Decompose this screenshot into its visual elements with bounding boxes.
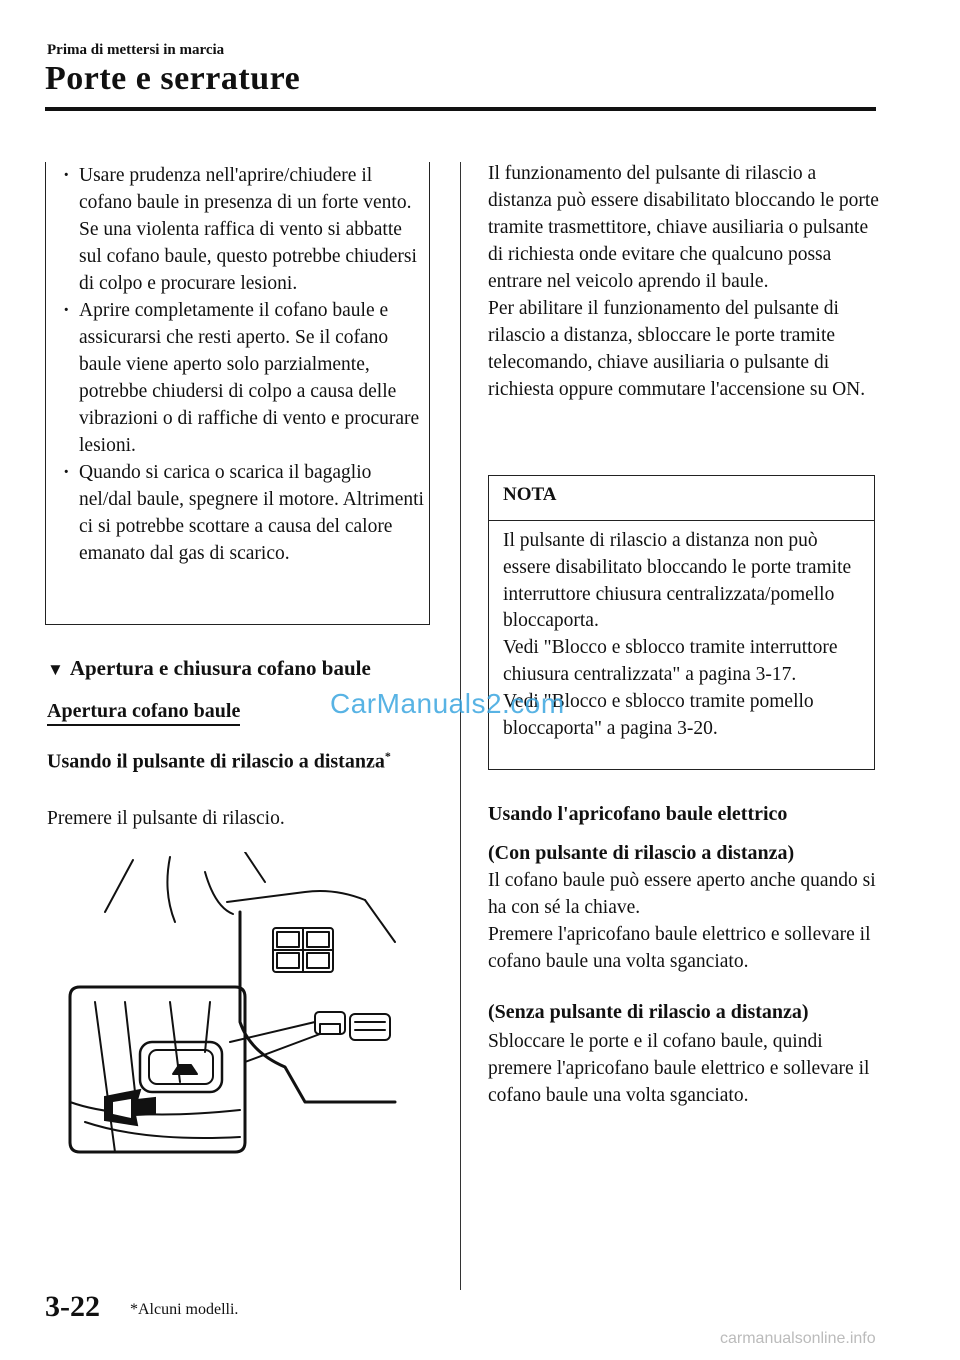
watermark: CarManuals2.com [330,688,565,719]
nota-body: Il pulsante di rilascio a distanza non può essere disabilitato bloccando le porte tramite interruttore chiusura centralizzata/pomello bloccaporta. Vedi "Blocco e sblocco tramite interruttore chiusura centralizzata" a pagina 3-17. Vedi "Blocco e sblocco tramite pomello bloccaporta" a pagina 3-20. [503,530,852,739]
electric-opener-heading: Usando l'apricofano baule elettrico [488,803,788,825]
nota-title: NOTA [503,484,557,505]
title-rule [45,107,876,111]
without-remote-text: Sbloccare le porte e il cofano baule, quindi premere l'apricofano baule elettrico e sollevare il cofano baule una volta sganciato. [488,1031,870,1106]
footnote: *Alcuni modelli. [130,1301,239,1318]
warning-box [45,162,430,625]
remote-button-heading [47,742,427,776]
warning-item: · Usare prudenza nell'aprire/chiudere il cofano baule in presenza di un forte vento. Se una violenta raffica di vento si abbatte sul cofano baule, questo potrebbe chiudersi di colpo e procurare lesioni. [79,162,424,297]
section-heading-text: Apertura e chiusura cofano baule [69,656,371,680]
warning-item: · Quando si carica o scarica il bagaglio nel/dal baule, spegnere il motore. Altrimenti ci si potrebbe scottare a causa del calore emanato dal gas di scarico. [79,459,424,567]
remote-button-text: Premere il pulsante di rilascio. [47,808,285,829]
column-divider [460,162,461,1290]
nota-box [488,475,875,770]
subheading: Apertura cofano baule [47,700,240,726]
remote-release-info: Il funzionamento del pulsante di rilascio a distanza può essere disabilitato bloccando le porte tramite trasmettitore, chiave ausiliaria o pulsante di richiesta onde evitare che qualcuno possa entrare nel veicolo aprendo il baule. Per abilitare il funzionamento del pulsante di rilascio a distanza, sbloccare le porte tramite telecomando, chiave ausiliaria o pulsante di richiesta oppure commutare l'accensione su ON. [488,163,879,400]
page-number: 3-22 [45,1290,100,1323]
page-title: Porte e serrature [45,60,301,97]
without-remote-heading: (Senza pulsante di rilascio a distanza) [488,1001,809,1023]
with-remote-text: Il cofano baule può essere aperto anche quando si ha con sé la chiave. Premere l'apricofano baule elettrico e sollevare il cofano baule una volta sganciato. [488,870,876,972]
section-heading [47,656,371,681]
warning-item: · Aprire completamente il cofano baule e assicurarsi che resti aperto. Se il cofano baule viene aperto solo parzialmente, potrebbe chiudersi di colpo a causa delle vibrazioni o di raffiche di vento e procurare lesioni. [79,297,424,459]
footnote-mark: * [384,749,391,763]
triangle-down-icon: ▼ [47,660,64,679]
nota-divider [489,520,874,521]
with-remote-heading: (Con pulsante di rilascio a distanza) [488,842,795,864]
warning-list [79,162,424,567]
release-button-illustration [65,852,430,1162]
section-label: Prima di mettersi in marcia [47,42,225,58]
footer-site: carmanualsonline.info [720,1330,876,1347]
remote-heading-text: Usando il pulsante di rilascio a distanza [47,750,385,773]
